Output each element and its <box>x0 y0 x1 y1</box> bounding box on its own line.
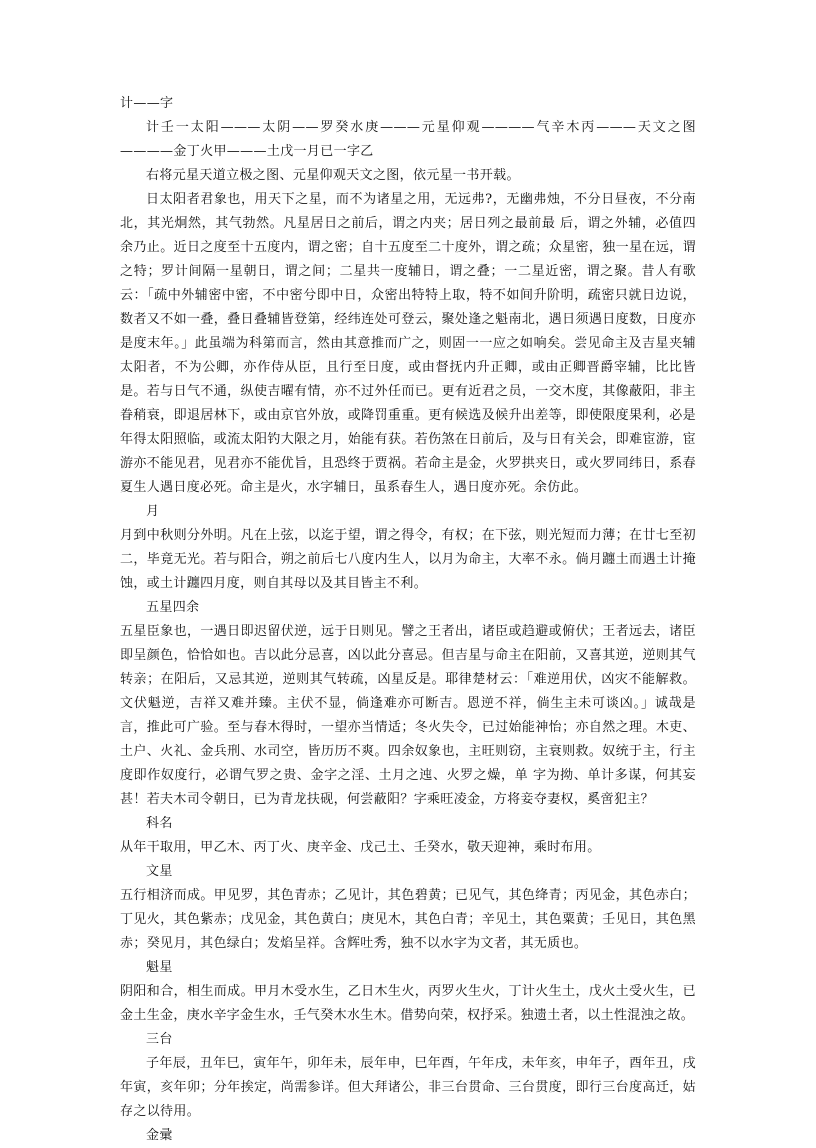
document-page <box>120 92 696 1148</box>
paragraph-kuixing: 阴阳和合，相生而成。甲月木受水生，乙日木生火，丙罗火生火，丁计火生土，戊火土受火生，已金土生金，庚水辛字金生水，壬气癸木水生木。借势向荣，权抒采。独遗土者，以土性混浊之故。 <box>120 984 696 1023</box>
heading-kuixing: 魁星 <box>146 960 173 975</box>
heading-jinhui: 金彚 <box>146 1128 173 1143</box>
paragraph-4: 日太阳者君象也，用天下之星，而不为诸星之用，无远弗?，无幽弗烛，不分日昼夜，不分南北，其光炯然，其气勃然。凡星居日之前后，谓之内夹；居日列之最前最 后，谓之外辅，必值四余乃止。近日之度至十五度内，谓之密；自十五度至二十度外，谓之疏；众星密，独一星在远，谓之特；罗计间隔一星朝日，谓之间；二星共一度辅日，谓之叠；一二星近密，谓之聚。昔人有歌云：「疏中外辅密中密，不中密兮即中日，众密出特特上取，特不如间升阶明，疏密只就日边说，数者又不如一叠，叠日叠辅皆登第，经纬连处可登云，聚处逢之魁南北，遇日须遇日度数，日度亦是度末年。」此虽端为科第而言，然由其意推而广之，则固一一应之如响矣。尝见命主及吉星夹辅太阳者，不为公卿，亦作侍从臣，且行至日度，或由督抚内升正卿，或由正卿晋爵宰辅，比比皆是。若与日气不通，纵使吉曜有情，亦不过外任而已。更有近君之员，一交木度，其像蔽阳，非主眷稍衰，即退居林下，或由京官外放，或降罚重重。更有候选及候升出差等，即使限度果利，必是年得太阳照临，或流太阳钓大限之月，始能有获。若伤煞在日前后，及与日有关会，即难宦游，宦游亦不能见君，见君亦不能优旨，且恐终于贾祸。若命主是金，火罗拱夹日，或火罗同纬日，系春夏生人遇日度必死。命主是火，水字辅日，虽系春生人，遇日度亦死。余仿此。 <box>120 192 696 495</box>
paragraph-2: 计壬一太阳———太阴——罗癸水庚———元星仰观————气辛木丙———天文之图————金丁火甲———土戊一月已一字乙 <box>120 120 696 159</box>
heading-keming: 科名 <box>146 816 173 831</box>
paragraph-1: 计——字 <box>120 96 174 111</box>
paragraph-moon: 月到中秋则分外明。凡在上弦，以迄于望，谓之得令，有权；在下弦，则光短而力薄；在廿七至初二，毕竟无光。若与阳合，朔之前后七八度内生人，以月为命主，大率不永。倘月躔土而遇土计掩蚀，或土计躔四月度，则自其母以及其目皆主不利。 <box>120 528 696 591</box>
heading-santai: 三台 <box>146 1032 173 1047</box>
paragraph-five-stars: 五星臣象也，一遇日即迟留伏逆，远于日则见。譬之王者出，诸臣或趋避或俯伏；王者远去，诸臣即呈颜色，恰恰如也。吉以此分忌喜，凶以此分喜忌。但吉星与命主在阳前，又喜其逆，逆则其气转亲；在阳后，又忌其逆，逆则其气转疏，凶星反是。耶律楚材云：「难逆用伏，凶灾不能解救。文伏魁逆，吉祥又难并臻。主伏不显，倘逢难亦可断吉。恩逆不祥，倘生主未可谈凶。」诚哉是言，推此可广验。至与春木得时，一望亦当情适；冬火失令，已过始能神怡；亦自然之理。木吏、土户、火礼、金兵刑、水司空，皆历历不爽。四余奴象也，主旺则窃，主衰则救。奴统于主，行主度即作奴度行，必谓气罗之贵、金字之淫、土月之迍、火罗之燥，单 字为拗、单计多谋，何其妄甚！若夫木司令朝日，已为青龙扶砚，何尝蔽阳？字乘旺凌金，方将妾夺妻权，奚啻犯主？ <box>120 624 696 807</box>
paragraph-keming: 从年干取用，甲乙木、丙丁火、庚辛金、戊己土、壬癸水，敬天迎神，乘时布用。 <box>120 840 601 855</box>
heading-five-stars: 五星四余 <box>146 600 200 615</box>
paragraph-wenxing: 五行相济而成。甲见罗，其色青赤；乙见计，其色碧黄；已见气，其色绛青；丙见金，其色赤白；丁见火，其色紫赤；戊见金，其色黄白；庚见木，其色白青；辛见土，其色粟黄；壬见日，其色黑赤；癸见月，其色绿白；发焰呈祥。含辉吐秀，独不以水字为文者，其无质也。 <box>120 888 696 951</box>
heading-wenxing: 文星 <box>146 864 173 879</box>
paragraph-santai: 子年辰，丑年巳，寅年午，卯年未，辰年申，巳年酉，午年戌，未年亥，申年子，酉年丑，戌年寅，亥年卯；分年挨定，尚需参详。但大拜诸公，非三台贯命、三台贯度，即行三台度高迁，姑存之以待用。 <box>120 1056 696 1119</box>
heading-moon: 月 <box>146 504 160 519</box>
paragraph-3: 右将元星天道立极之图、元星仰观天文之图，依元星一书开载。 <box>146 168 520 183</box>
